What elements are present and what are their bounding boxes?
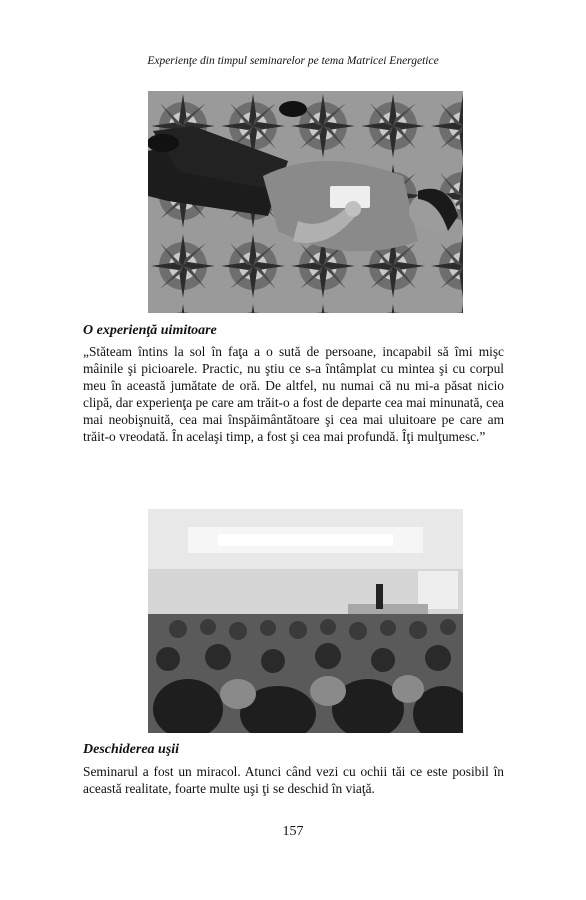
photo-man-lying-on-carpet [148,91,463,313]
section-paragraph-1: „Stăteam întins la sol în faţa a o sută de persoane, incapabil să îmi mişc mâinile şi picioarele. Practic, nu ştiu ce s-a întâmplat cu mintea şi cu corpul meu în această jumătate de oră. De altfel, nu numai că nu mi-a păsat nicio clipă, dar experienţa pe care am trăit-o a fost de departe cea mai minunată, cea mai neobişnuită, cea mai înspăimântătoare şi cea mai uluitoare pe care am trăit-o vreodată. În acelaşi timp, a fost şi cea mai profundă. Îţi mulţumesc.” [83,344,504,444]
section-paragraph-2: Seminarul a fost un miracol. Atunci când vezi cu ochii tăi ce este posibil în această realitate, foarte multe uşi ţi se deschid în viaţă. [83,764,504,796]
section-heading-1: O experienţă uimitoare [83,323,217,338]
page-number: 157 [282,824,304,839]
section-heading-2: Deschiderea uşii [83,742,180,757]
photo-seminar-audience [148,509,463,733]
running-header: Experienţe din timpul seminarelor pe tema Matricei Energetice [147,55,439,67]
